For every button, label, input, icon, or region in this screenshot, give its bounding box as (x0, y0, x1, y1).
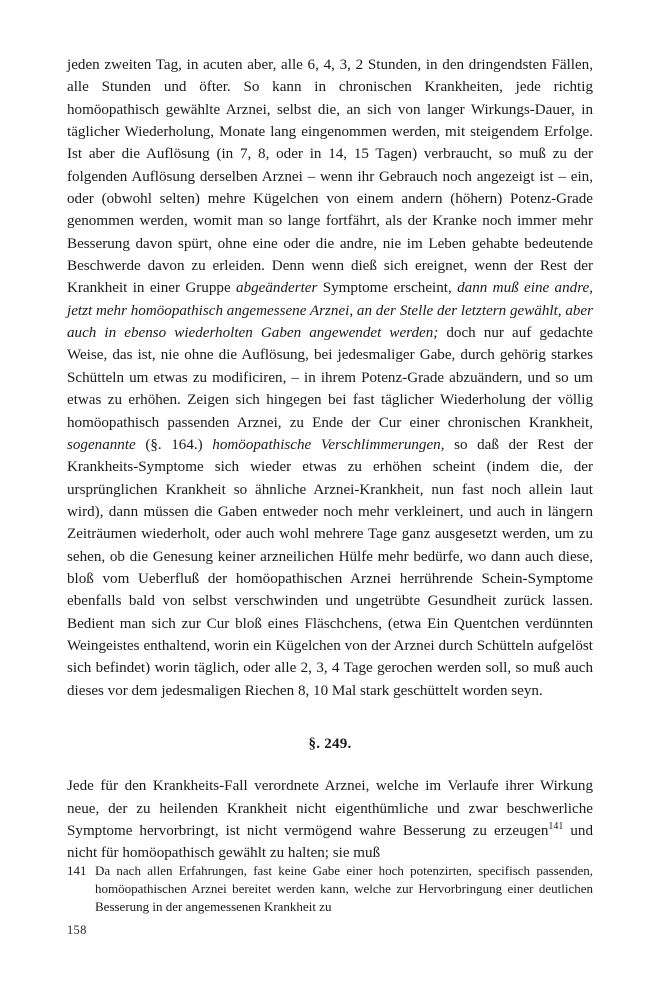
text-run: so daß der Rest der Krankheits-Symptome sich wieder etwas zu erhöhen scheint (indem die, der ursprünglichen Krankheit so ähnliche Arznei-Krankheit, nun fast noch allein laut wird), dann müssen die Gaben entweder noch mehr verkleinert, und auch in längern Zeiträumen wiederholt, oder auch wohl mehrere Tage ganz ausgesetzt werden, um zu sehen, ob die Genesung keiner arzneilichen Hülfe mehr bedürfe, wo dann auch diese, bloß vom Ueberfluß der homöopathischen Arznei herrührende Schein-Symptome ebenfalls bald von selbst verschwinden und ungetrübte Gesundheit zurück lassen. Bedient man sich zur Cur bloß eines Fläschchens, (etwa Ein Quentchen verdünnten Weingeistes enthaltend, worin ein Kügelchen von der Arznei durch Schütteln aufgelöst sich befindet) worin täglich, oder alle 2, 3, 4 Tage gerochen werden soll, so muß auch dieses vor dem jedesmaligen Riechen 8, 10 Mal stark geschüttelt worden seyn. (67, 436, 593, 699)
italic-run: homöopathische Verschlimmerungen, (212, 436, 445, 453)
text-run: jeden zweiten Tag, in acuten aber, alle 6, 4, 3, 2 Stunden, in den dringendsten Fällen, alle Stunden und öfter. So kann in chronischen Krankheiten, jede richtig homöopathisch gewählte Arznei, selbst die, an sich von langer Wirkungs-Dauer, in täglicher Wiederholung, Monate lang eingenommen werden, mit steigendem Erfolge. Ist aber die Auflösung (in 7, 8, oder in 14, 15 Tagen) verbraucht, so muß zu der folgenden Auflösung derselben Arznei – wenn ihr Gebrauch noch angezeigt ist – ein, oder (obwohl selten) mehre Kügelchen von einem andern (höhern) Potenz-Grade genommen werden, womit man so lange fortfährt, als der Kranke noch immer mehr Besserung davon spürt, ohne eine oder die andre, nie im Leben gehabte bedeutende Beschwerde davon zu erleiden. Denn wenn dieß sich ereignet, wenn der Rest der Krankheit in einer Gruppe (67, 57, 593, 297)
footnote-marker: 141 (67, 863, 87, 878)
body-paragraph-section-249 (67, 775, 593, 864)
body-paragraph-continued (67, 54, 593, 702)
italic-run: dann muß eine andre, jetzt mehr homöopathisch angemessene Arznei, an der Stelle der letztern gewählt, aber auch in ebenso wiederholten Gaben angewendet werden; (67, 280, 593, 342)
footnote-item (67, 862, 593, 916)
heading-spacer-above (67, 702, 593, 733)
italic-run: abgeänderter (236, 280, 318, 297)
page-number: 158 (67, 923, 87, 937)
text-run: doch nur auf gedachte Weise, das ist, nie ohne die Auflösung, bei jedesmaliger Gabe, durch gehörig starkes Schütteln um etwas zu modificiren, – in ihrem Potenz-Grade abzuändern, und so um etwas zu erhöhen. Zeigen sich hingegen bei fast täglicher Wiederholung der völlig homöopathisch passenden Arznei, zu Ende der Cur einer chronischen Krankheit, (67, 325, 593, 431)
text-run: (§. 164.) (135, 436, 213, 453)
footnote-reference-141: 141 (548, 820, 564, 832)
text-run: Symptome erscheint, (317, 280, 458, 297)
heading-spacer-below (67, 755, 593, 775)
text-run: und nicht für homöopathisch gewählt zu halten; sie muß (67, 823, 593, 862)
footnote-text: Da nach allen Erfahrungen, fast keine Gabe einer hoch potenzirten, specifisch passenden, homöopathischen Arznei bereitet werden kann, welche zur Hervorbringung einer deutlichen Besserung in der angemessenen Krankheit zu (95, 863, 593, 915)
footnote-block (67, 862, 593, 916)
section-heading: §. 249. (308, 735, 352, 752)
italic-run: sogenannte (67, 436, 136, 453)
text-run: Jede für den Krankheits-Fall verordnete Arznei, welche im Verlaufe ihrer Wirkung neue, der zu heilenden Krankheit nicht eigenthümliche und zwar beschwerliche Symptome hervorbringt, ist nicht vermögend wahre Besserung zu erzeugen (67, 778, 593, 839)
page-text-block (67, 54, 593, 865)
